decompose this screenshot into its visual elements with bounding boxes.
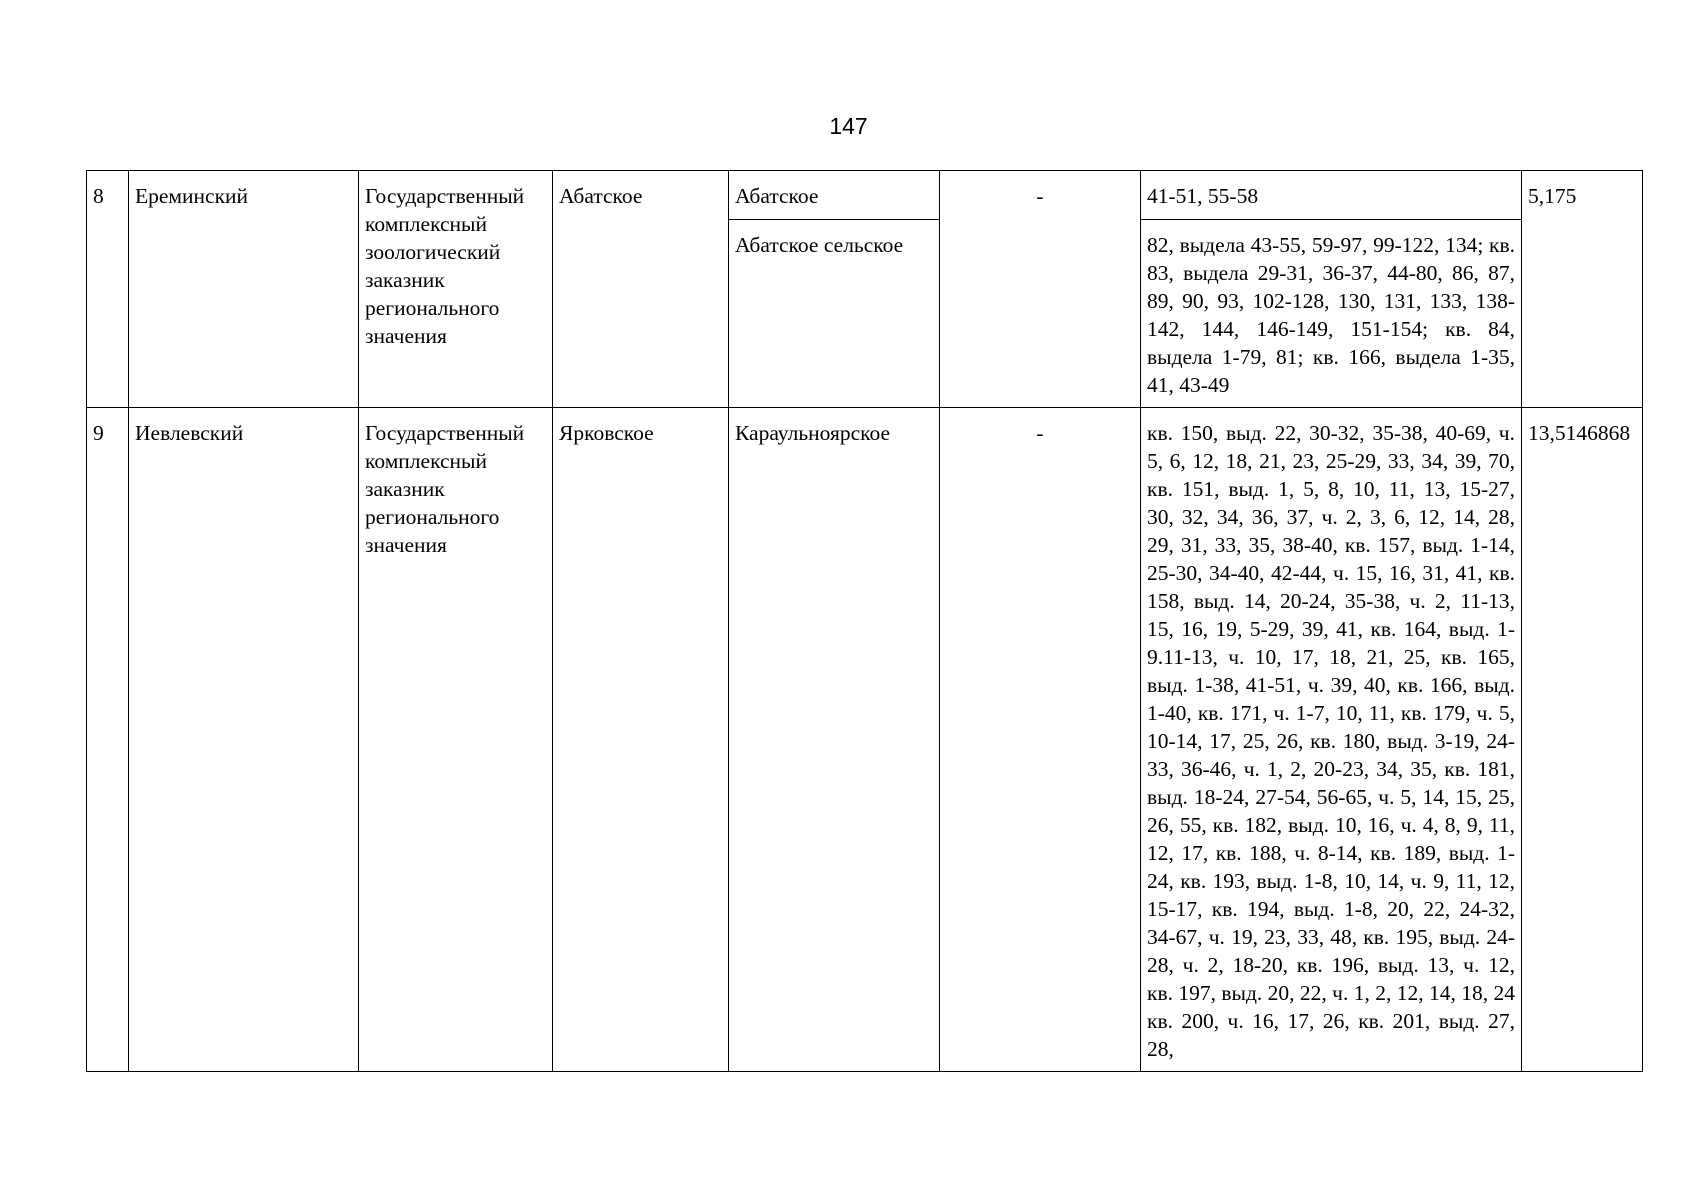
page-number: 147: [829, 113, 868, 139]
reserve-category-cell: Государственный комплексный заказник регионального значения: [359, 408, 553, 1072]
forestry-cell: Абатское сельское: [729, 220, 940, 408]
table-row: [87, 408, 1643, 1072]
forestry-cell: Абатское: [729, 171, 940, 220]
reserve-name-cell: Иевлевский: [129, 408, 359, 1072]
table-row: [87, 171, 1643, 220]
dash-cell: -: [940, 408, 1141, 1072]
row-number-cell: 9: [87, 408, 129, 1072]
quarters-cell: 41-51, 55-58: [1141, 171, 1522, 220]
row-number-cell: 8: [87, 171, 129, 408]
protected-areas-table: [86, 170, 1643, 1072]
district-cell: Ярковское: [553, 408, 729, 1072]
reserve-category-cell: Государственный комплексный зоологический заказник регионального значения: [359, 171, 553, 408]
quarters-cell: кв. 150, выд. 22, 30-32, 35-38, 40-69, ч. 5, 6, 12, 18, 21, 23, 25-29, 33, 34, 39, 70, кв. 151, выд. 1, 5, 8, 10, 11, 13, 15-27, 30, 32, 34, 36, 37, ч. 2, 3, 6, 12, 14, 28, 29, 31, 33, 35, 38-40, кв. 157, выд. 1-14, 25-30, 34-40, 42-44, ч. 15, 16, 31, 41, кв. 158, выд. 14, 20-24, 35-38, ч. 2, 11-13, 15, 16, 19, 5-29, 39, 41, кв. 164, выд. 1-9.11-13, ч. 10, 17, 18, 21, 25, кв. 165, выд. 1-38, 41-51, ч. 39, 40, кв. 166, выд. 1-40, кв. 171, ч. 1-7, 10, 11, кв. 179, ч. 5, 10-14, 17, 25, 26, кв. 180, выд. 3-19, 24-33, 36-46, ч. 1, 2, 20-23, 34, 35, кв. 181, выд. 18-24, 27-54, 56-65, ч. 5, 14, 15, 25, 26, 55, кв. 182, выд. 10, 16, ч. 4, 8, 9, 11, 12, 17, кв. 188, ч. 8-14, кв. 189, выд. 1-24, кв. 193, выд. 1-8, 10, 14, ч. 9, 11, 12, 15-17, кв. 194, выд. 1-8, 20, 22, 24-32, 34-67, ч. 19, 23, 33, 48, кв. 195, выд. 24-28, ч. 2, 18-20, кв. 196, выд. 13, ч. 12, кв. 197, выд. 20, 22, ч. 1, 2, 12, 14, 18, 24 кв. 200, ч. 16, 17, 26, кв. 201, выд. 27, 28,: [1141, 408, 1522, 1072]
area-cell: 13,5146868: [1522, 408, 1643, 1072]
forestry-cell: Караульноярское: [729, 408, 940, 1072]
dash-cell: -: [940, 171, 1141, 408]
reserve-name-cell: Ереминский: [129, 171, 359, 408]
district-cell: Абатское: [553, 171, 729, 408]
area-cell: 5,175: [1522, 171, 1643, 408]
quarters-cell: 82, выдела 43-55, 59-97, 99-122, 134; кв. 83, выдела 29-31, 36-37, 44-80, 86, 87, 89, 90, 93, 102-128, 130, 131, 133, 138-142, 144, 146-149, 151-154; кв. 84, выдела 1-79, 81; кв. 166, выдела 1-35, 41, 43-49: [1141, 220, 1522, 408]
